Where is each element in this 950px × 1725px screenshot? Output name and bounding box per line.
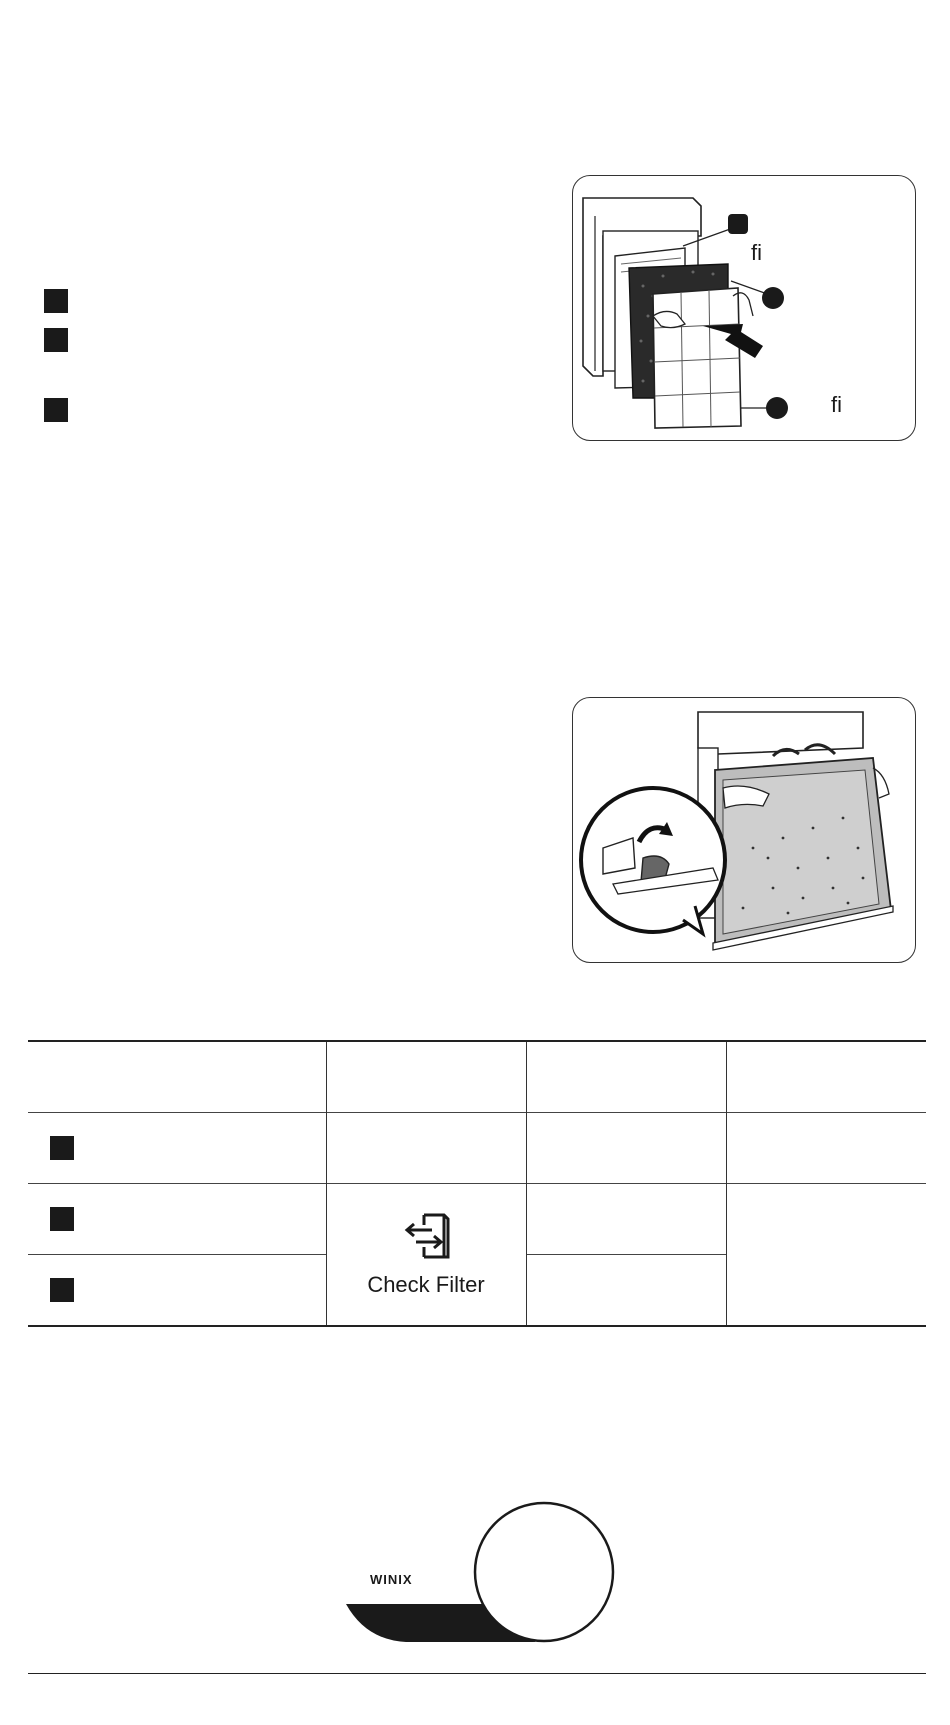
filter-marker-3 xyxy=(50,1278,74,1302)
front-cover-drawing xyxy=(573,698,915,962)
table-row xyxy=(28,1113,926,1184)
filter-marker-2 xyxy=(50,1207,74,1231)
filter-replace-icon xyxy=(400,1211,452,1261)
table-header-row xyxy=(28,1041,926,1113)
check-filter-indicator xyxy=(326,1184,526,1327)
callout-label-3: ﬁ xyxy=(831,392,842,417)
filter-replacement-table xyxy=(28,1040,926,1327)
step-marker-3 xyxy=(44,398,68,422)
check-filter-label: Check Filter xyxy=(367,1272,485,1297)
filter-install-illustration xyxy=(572,175,916,441)
step-marker-2 xyxy=(44,328,68,352)
callout-label-1: ﬁ xyxy=(751,240,762,265)
winix-logo xyxy=(346,1500,616,1646)
header-cell xyxy=(28,1041,326,1113)
header-cell xyxy=(726,1041,926,1113)
header-cell xyxy=(326,1041,526,1113)
header-cell xyxy=(526,1041,726,1113)
footer-divider xyxy=(28,1673,926,1674)
table-row xyxy=(28,1184,926,1255)
brand-name: WINIX xyxy=(370,1572,413,1587)
step-marker-1 xyxy=(44,289,68,313)
front-cover-illustration xyxy=(572,697,916,963)
filter-marker-1 xyxy=(50,1136,74,1160)
filter-stack-drawing xyxy=(573,176,915,440)
